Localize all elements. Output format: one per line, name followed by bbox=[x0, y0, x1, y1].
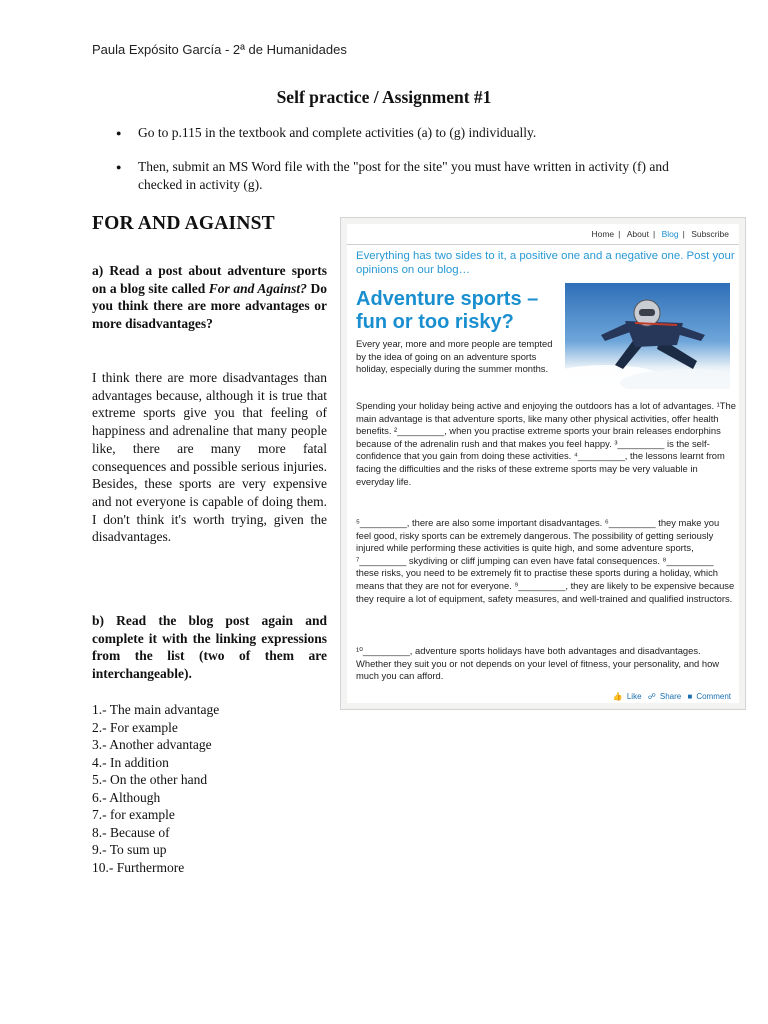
blog-paragraph-2: ⁵_________, there are also some important disadvantages. ⁶_________ they make you feel good, risky sports can be extremely dangerous. The possibility of getting seriously injured while performing these activities is quite high, and some adventure sports, ⁷_________ skydiving or cliff jumping can even have fatal consequences. ⁸_________ these risks, you need to be extremely fit to practise these sports during a holiday, which means that they are not for everyone. ⁹_________, they are likely to be expensive because they require a lot of equipment, safety measures, and well-trained and qualified instructors. bbox=[356, 517, 735, 604]
list-item: 5.- On the other hand bbox=[92, 772, 208, 787]
nav-divider bbox=[347, 244, 739, 245]
document-title: Self practice / Assignment #1 bbox=[276, 87, 492, 107]
share-link[interactable]: Share bbox=[659, 692, 682, 701]
share-icon[interactable]: ☍ bbox=[647, 692, 656, 701]
blog-page bbox=[347, 224, 739, 703]
nav-separator: | bbox=[682, 229, 685, 239]
social-bar bbox=[609, 692, 731, 701]
instructions-list bbox=[92, 124, 672, 210]
like-icon[interactable]: 👍 bbox=[612, 692, 623, 701]
skydiver-image bbox=[565, 283, 730, 389]
skydiver-photo bbox=[565, 283, 730, 389]
blog-paragraph-1: Spending your holiday being active and enjoying the outdoors has a lot of advantages. ¹The main advantage is that adventure sports, like many other physical activities, offer health benefits. ²_________, when you practise extreme sports your brain releases endorphins because of the adrenalin rush and that makes you feel happy. ³_________ is the self-confidence that you gain from doing these activities. ⁴_________, the lessons learnt from facing the difficulties and the risks of these extreme sports may be very valuable in everyday life. bbox=[356, 400, 736, 487]
list-item: 3.- Another advantage bbox=[92, 737, 212, 752]
comment-link[interactable]: Comment bbox=[696, 692, 731, 701]
linking-expressions-list bbox=[92, 701, 219, 876]
blog-tagline: Everything has two sides to it, a positive one and a negative one. Post your opinions on our blog… bbox=[356, 250, 735, 276]
list-item: 9.- To sum up bbox=[92, 842, 167, 857]
blog-headline: Adventure sports – fun or too risky? bbox=[356, 288, 539, 333]
list-item: 4.- In addition bbox=[92, 754, 169, 770]
question-a-italic: For and Against? bbox=[208, 280, 307, 296]
nav-blog[interactable]: Blog bbox=[661, 229, 679, 239]
nav-about[interactable]: About bbox=[626, 229, 649, 239]
author-header: Paula Expósito García - 2ª de Humanidades bbox=[92, 42, 347, 57]
nav-subscribe[interactable]: Subscribe bbox=[691, 229, 729, 239]
question-a-text-end: Do you think there are more advantages or more disadvantages? bbox=[92, 280, 327, 332]
answer-a: I think there are more disadvantages than advantages because, although it is true that extreme sports give you that feeling of happiness and adrenaline that many people like, there are many more fatal consequences and possible serious injuries. Besides, these sports are very expensive and not everyone is capable of doing them. I don't think it's worth trying, given the disadvantages. bbox=[92, 370, 327, 545]
nav-separator: | bbox=[652, 229, 656, 239]
nav-home[interactable]: Home bbox=[591, 229, 615, 239]
list-item: 8.- Because of bbox=[92, 824, 170, 840]
like-link[interactable]: Like bbox=[626, 692, 642, 701]
instruction-item: ● Then, submit an MS Word file with the "post for the site" you must have written in activity (f) and checked in activity (g). bbox=[92, 158, 672, 194]
list-item: 2.- For example bbox=[92, 719, 178, 735]
list-item: 7.- for example bbox=[92, 807, 175, 822]
blog-intro: Every year, more and more people are tempted by the idea of going on an adventure sports holiday, especially during the summer months. bbox=[356, 338, 553, 375]
blog-screenshot bbox=[340, 217, 746, 710]
instruction-item: ● Go to p.115 in the textbook and complete activities (a) to (g) individually. bbox=[92, 124, 672, 142]
question-b: b) Read the blog post again and complete it with the linking expressions from the list (two of them are interchangeable). bbox=[92, 613, 327, 682]
nav-separator: | bbox=[618, 229, 621, 239]
question-a-text: a) Read a post about adventure sports on a blog site called bbox=[92, 263, 327, 296]
question-a bbox=[92, 262, 327, 333]
comment-icon[interactable]: ■ bbox=[687, 692, 693, 701]
list-item: 10.- Furthermore bbox=[92, 859, 185, 875]
blog-nav bbox=[589, 229, 731, 239]
blog-paragraph-3: ¹⁰_________, adventure sports holidays have both advantages and disadvantages. Whether they suit you or not depends on your level of fitness, your personality, and how much you can afford. bbox=[356, 645, 720, 682]
list-item: 1.- The main advantage bbox=[92, 702, 220, 717]
section-heading: FOR AND AGAINST bbox=[92, 213, 275, 234]
list-item: 6.- Although bbox=[92, 789, 161, 805]
